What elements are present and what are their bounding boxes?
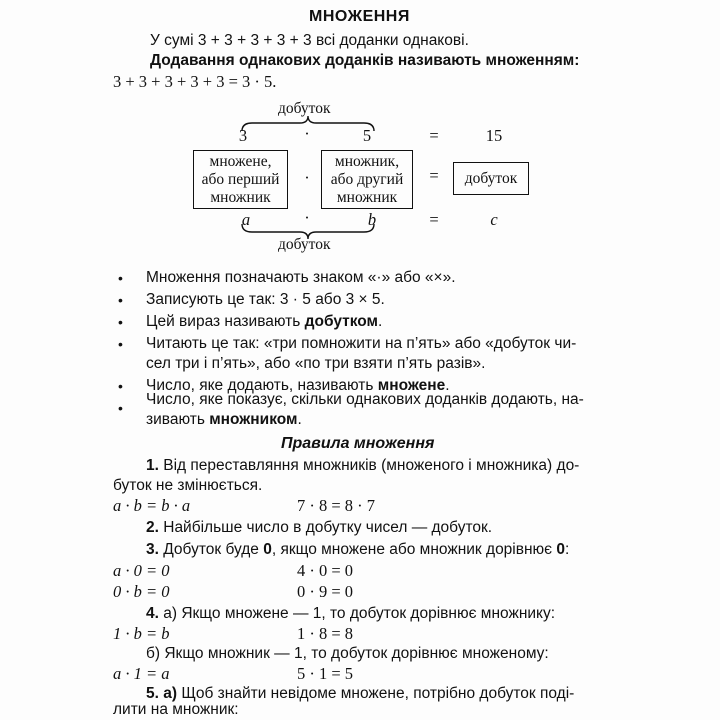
- bullet-icon: •: [118, 378, 123, 394]
- intro-line-1: У сумі 3 + 3 + 3 + 3 + 3 всі доданки однакові.: [150, 32, 469, 49]
- intro-equation: 3 + 3 + 3 + 3 + 3 = 3 · 5.: [113, 72, 277, 91]
- row1-second-factor: 5: [362, 126, 372, 145]
- rule-4b-example-numeric: 5 · 1 = 5: [297, 664, 354, 683]
- rule-1-example-numeric: 7 · 8 = 8 · 7: [297, 496, 376, 515]
- product-box-label: добуток: [464, 169, 518, 187]
- intro-definition: Додавання однакових доданків називають множенням:: [150, 52, 580, 69]
- row1-equals: =: [429, 126, 439, 145]
- list-item: Множення позначають знаком «·» або «×».: [146, 269, 456, 286]
- list-item: Число, яке додають, називають множене.: [146, 377, 450, 394]
- multiplicand-line-3: множник: [210, 188, 271, 206]
- rule-3-example-general-1: a · 0 = 0: [113, 561, 170, 580]
- rule-2: 2. Найбільше число в добутку чисел — добуток.: [146, 519, 493, 536]
- rule-4a: 4. а) Якщо множене — 1, то добуток дорівнює множнику:: [146, 605, 556, 622]
- list-item-continuation: сел три і п’ять», або «по три взяти п’ять разів».: [146, 355, 486, 372]
- list-item: Цей вираз називають добутком.: [146, 313, 383, 330]
- row3-second-factor: b: [367, 210, 377, 229]
- rule-3: 3. Добуток буде 0, якщо множене або множник дорівнює 0:: [146, 541, 570, 558]
- rule-3-example-numeric-2: 0 · 9 = 0: [297, 582, 354, 601]
- rule-5a: 5. а) Щоб знайти невідоме множене, потрібно добуток поді-: [146, 685, 575, 702]
- multiplier-line-2: або другий: [330, 170, 404, 188]
- row3-equals: =: [429, 210, 439, 229]
- product-box: [453, 162, 529, 195]
- row1-product: 15: [485, 126, 503, 145]
- multiplier-line-1: множник,: [334, 152, 400, 170]
- row1-dot: ·: [304, 124, 310, 143]
- rule-3-example-general-2: 0 · b = 0: [113, 582, 170, 601]
- diagram-bottom-label: добуток: [278, 236, 331, 253]
- multiplier-line-3: множник: [336, 188, 398, 206]
- row2-dot: ·: [304, 168, 310, 187]
- list-item: Записують це так: 3 · 5 або 3 × 5.: [146, 291, 385, 308]
- diagram-top-label: добуток: [278, 100, 331, 117]
- rule-4b: б) Якщо множник — 1, то добуток дорівнює множеному:: [146, 645, 549, 662]
- rule-1-continuation: буток не змінюється.: [113, 477, 263, 494]
- bullet-icon: •: [118, 336, 123, 352]
- row3-first-factor: a: [241, 210, 251, 229]
- rule-4b-example-general: a · 1 = a: [113, 664, 170, 683]
- page-title: МНОЖЕННЯ: [309, 8, 410, 25]
- list-item-continuation: зивають множником.: [146, 411, 302, 428]
- multiplicand-line-1: множене,: [209, 152, 272, 170]
- rule-3-example-numeric-1: 4 · 0 = 0: [297, 561, 354, 580]
- bullet-icon: •: [118, 292, 123, 308]
- row3-dot: ·: [304, 208, 310, 227]
- row1-first-factor: 3: [238, 126, 248, 145]
- rule-1-example-general: a · b = b · a: [113, 496, 191, 515]
- rule-4a-example-numeric: 1 · 8 = 8: [297, 624, 354, 643]
- rule-1: 1. Від переставляння множників (множеного і множника) до-: [146, 457, 580, 474]
- multiplicand-box: [193, 150, 288, 209]
- rule-5a-continuation: лити на множник:: [113, 701, 239, 718]
- rules-heading: Правила множення: [281, 435, 435, 452]
- bullet-icon: •: [118, 400, 123, 416]
- row3-product: c: [490, 210, 498, 229]
- list-item: Число, яке показує, скільки однакових доданків додають, на-: [146, 391, 584, 408]
- list-item: Читають це так: «три помножити на п’ять» або «добуток чи-: [146, 335, 577, 352]
- bullet-icon: •: [118, 314, 123, 330]
- multiplicand-line-2: або перший: [201, 170, 280, 188]
- multiplier-box: [321, 150, 413, 209]
- bullet-icon: •: [118, 270, 123, 286]
- rule-4a-example-general: 1 · b = b: [113, 624, 170, 643]
- row2-equals: =: [429, 166, 439, 185]
